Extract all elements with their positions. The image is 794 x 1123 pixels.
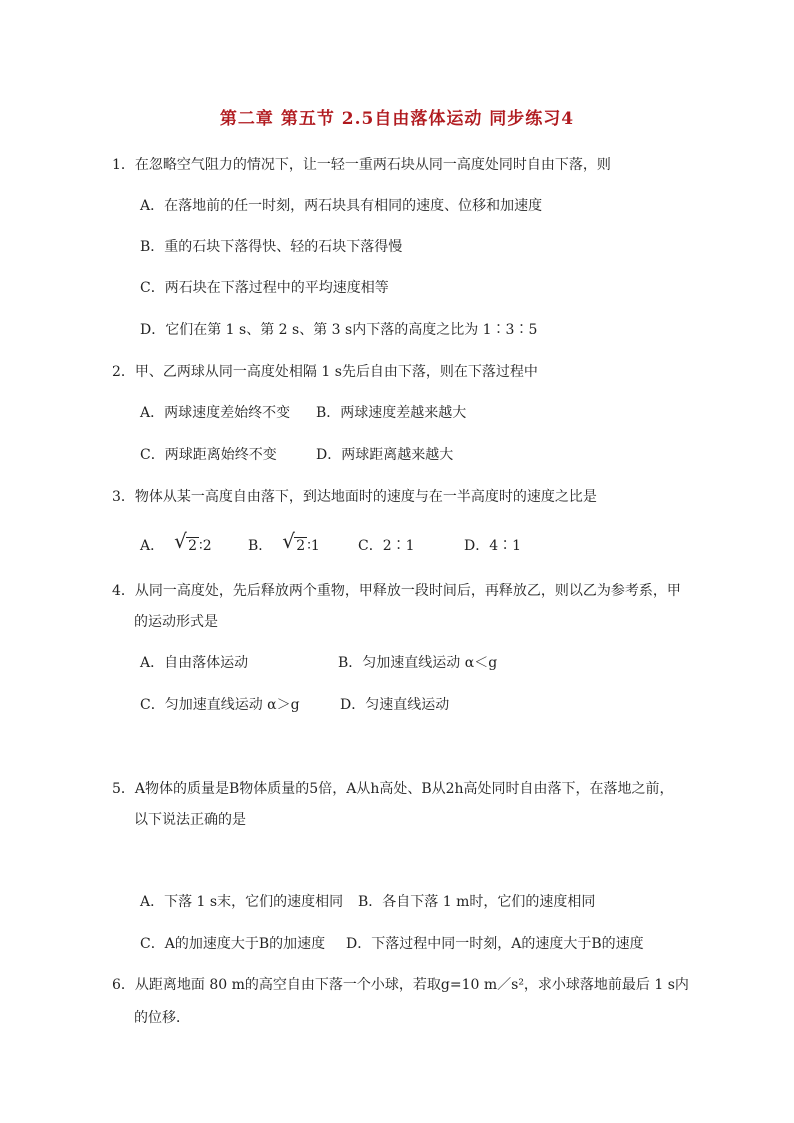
- question-2-stem: 2．甲、乙两球从同一高度处相隔 1 s先后自由下落，则在下落过程中: [112, 364, 538, 380]
- question-1-stem: 1．在忽略空气阻力的情况下，让一轻一重两石块从同一高度处同时自由下落，则: [112, 157, 611, 173]
- question-4-option-c: C．匀加速直线运动 α＞g: [140, 697, 300, 713]
- question-5-option-d: D．下落过程中同一时刻，A的速度大于B的速度: [346, 936, 644, 952]
- question-4-option-d: D．匀速直线运动: [340, 697, 450, 713]
- question-2-option-b: B．两球速度差越来越大: [316, 405, 467, 421]
- question-5-option-b: B．各自下落 1 m时，它们的速度相同: [358, 894, 596, 910]
- question-4-option-b: B．匀加速直线运动 α＜g: [338, 655, 498, 671]
- question-1-option-d: D．它们在第 1 s、第 2 s、第 3 s内下落的高度之比为 1∶3∶5: [140, 322, 538, 338]
- option-b-label: B．: [248, 538, 273, 554]
- question-3-option-d: D．4∶1: [464, 538, 522, 554]
- sqrt-symbol: √ 2: [174, 529, 198, 554]
- question-2-option-d: D．两球距离越来越大: [316, 447, 454, 463]
- question-5-option-c: C．A的加速度大于B的加速度: [140, 936, 326, 952]
- sqrt-symbol: √ 2: [282, 529, 306, 554]
- page-title: 第二章 第五节 2.5自由落体运动 同步练习4: [219, 109, 575, 129]
- question-4-option-a: A．自由落体运动: [140, 655, 249, 671]
- question-2-option-c: C．两球距离始终不变: [140, 447, 277, 463]
- question-4-stem-line-2: 的运动形式是: [134, 614, 218, 630]
- question-5-stem-line-1: 5．A物体的质量是B物体质量的5倍，A从h高处、B从2h高处同时自由落下，在落地之前，: [112, 781, 674, 797]
- question-3-option-b: B． √ 2 ∶1: [248, 529, 320, 554]
- question-4-stem-line-1: 4．从同一高度处，先后释放两个重物，甲释放一段时间后，再释放乙，则以乙为参考系，甲: [112, 583, 681, 599]
- question-6-stem-line-2: 的位移．: [134, 1010, 190, 1026]
- question-2-option-a: A．两球速度差始终不变: [140, 405, 291, 421]
- question-3-option-a: A． √ 2 ∶2: [140, 529, 212, 554]
- option-a-label: A．: [140, 538, 165, 554]
- question-5-option-a: A．下落 1 s末，它们的速度相同: [140, 894, 344, 910]
- question-5-stem-line-2: 以下说法正确的是: [134, 812, 246, 828]
- question-3-stem: 3．物体从某一高度自由落下，到达地面时的速度与在一半高度时的速度之比是: [112, 489, 597, 505]
- question-1-option-c: C．两石块在下落过程中的平均速度相等: [140, 280, 389, 296]
- question-6-stem-line-1: 6．从距离地面 80 m的高空自由下落一个小球，若取g=10 m／s²，求小球落地前最后 1 s内: [112, 977, 689, 993]
- question-1-option-a: A．在落地前的任一时刻，两石块具有相同的速度、位移和加速度: [140, 198, 543, 214]
- question-1-option-b: B．重的石块下落得快、轻的石块下落得慢: [140, 239, 403, 255]
- question-3-option-c: C．2∶1: [358, 538, 415, 554]
